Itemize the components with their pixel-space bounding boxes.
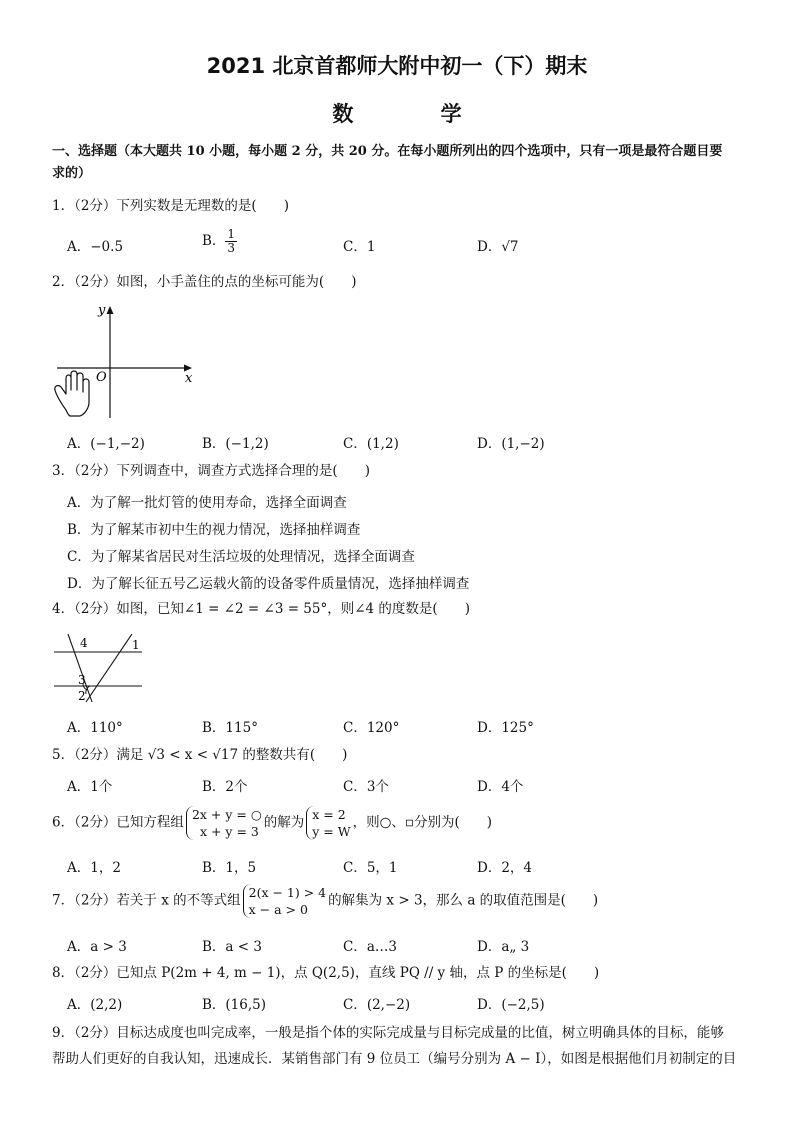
- question-6-stem: [52, 806, 757, 840]
- fraction-numerator: 1: [227, 227, 236, 241]
- question-6-stem-mid: 的解为: [263, 814, 305, 831]
- question-5-option-b: B．2个: [202, 779, 248, 795]
- origin-label: O: [96, 370, 107, 385]
- question-5-option-d: D．4个: [477, 779, 524, 795]
- question-8-option-b: B．(16,5): [202, 997, 267, 1013]
- question-9-stem: [52, 1020, 757, 1072]
- question-1-option-b-prefix: B．: [202, 233, 226, 249]
- question-7-stem-prefix: 7．（2分）若关于 x 的不等式组: [52, 892, 241, 909]
- question-5-option-c: C．3个: [343, 779, 389, 795]
- question-8-option-d: D．(−2,5): [477, 997, 545, 1013]
- solution-1: x = 2: [312, 807, 346, 822]
- question-6-stem-prefix: 6．（2分）已知方程组: [52, 814, 184, 831]
- question-6-option-b: B．1，5: [202, 860, 257, 876]
- exam-title: 2021 北京首都师大附中初一（下）期末: [206, 54, 588, 78]
- question-2-option-c: C．(1,2): [343, 436, 399, 452]
- question-1-stem: 1．（2分）下列实数是无理数的是( ): [52, 198, 289, 214]
- question-2-option-a: A．(−1,−2): [67, 436, 145, 452]
- angle-label-2: 2: [78, 689, 86, 703]
- question-8-option-a: A．(2,2): [67, 997, 123, 1013]
- fraction-denominator: 3: [227, 241, 236, 255]
- question-1-option-a: A．−0.5: [67, 239, 124, 255]
- question-7-option-b: B．a < 3: [202, 939, 262, 955]
- question-4-option-c: C．120°: [343, 720, 400, 736]
- question-8-stem: 8．（2分）已知点 P(2m + 4, m − 1)，点 Q(2,5)，直线 PQ // y 轴，点 P 的坐标是( ): [52, 965, 600, 981]
- question-3-stem: 3．（2分）下列调查中，调查方式选择合理的是( ): [52, 463, 370, 479]
- question-6-stem-suffix: ，则○、▫分别为( ): [352, 814, 493, 831]
- y-axis-arrow: [107, 306, 114, 314]
- x-axis-label: x: [185, 371, 193, 386]
- exam-subject: 数 学: [332, 102, 502, 126]
- question-3-option-b: B．为了解某市初中生的视力情况，选择抽样调查: [67, 522, 361, 538]
- section-heading-line1: 一、选择题（本大题共 10 小题，每小题 2 分，共 20 分。在每小题所列出的四个选项中，只有一项是最符合题目要: [52, 144, 723, 159]
- inequality-system: [243, 884, 327, 918]
- section-heading-line2: 求的）: [52, 166, 92, 181]
- coordinate-figure: [52, 298, 202, 423]
- question-4-stem: 4．（2分）如图，已知∠1 = ∠2 = ∠3 = 55°，则∠4 的度数是( ): [52, 601, 470, 617]
- question-8-option-c: C．(2,−2): [343, 997, 411, 1013]
- question-3-option-c: C．为了解某省居民对生活垃圾的处理情况，选择全面调查: [67, 549, 415, 565]
- solution-system: [306, 806, 350, 840]
- question-2-option-d: D．(1,−2): [477, 436, 545, 452]
- inequality-1: 2(x − 1) > 4: [248, 885, 327, 900]
- question-7-stem-suffix: 的解集为 x > 3，那么 a 的取值范围是( ): [328, 892, 599, 909]
- question-7-stem: [52, 884, 757, 918]
- angle-label-3: 3: [78, 673, 86, 687]
- angle-label-4: 4: [80, 636, 88, 650]
- inequality-2: x − a > 0: [248, 902, 308, 917]
- angle-label-1: 1: [132, 638, 140, 652]
- question-1-option-c: C．1: [343, 239, 376, 255]
- question-3-option-d: D．为了解长征五号乙运载火箭的设备零件质量情况，选择抽样调查: [67, 576, 470, 592]
- transversal-right: [86, 634, 132, 702]
- equation-1: 2x + y = ○: [191, 807, 262, 822]
- question-4-option-a: A．110°: [67, 720, 123, 736]
- y-axis-label: y: [98, 303, 106, 318]
- question-9-line2: 帮助人们更好的自我认知，迅速成长．某销售部门有 9 位员工（编号分别为 A − I），如图是根据他们月初制定的目: [52, 1051, 737, 1067]
- question-1-option-b-fraction: [225, 228, 237, 255]
- question-4-option-b: B．115°: [202, 720, 258, 736]
- question-3-option-a: A．为了解一批灯管的使用寿命，选择全面调查: [67, 495, 347, 511]
- question-1-option-d: D．√7: [477, 239, 519, 255]
- question-5-stem: 5．（2分）满足 √3 < x < √17 的整数共有( ): [52, 747, 348, 763]
- equation-system: [186, 806, 262, 840]
- question-6-option-d: D．2，4: [477, 860, 533, 876]
- question-7-option-d: D．a„ 3: [477, 939, 530, 955]
- question-9-line1: 9．（2分）目标达成度也叫完成率，一般是指个体的实际完成量与目标完成量的比值，树立明确具体的目标，能够: [52, 1025, 724, 1041]
- question-5-option-a: A．1个: [67, 779, 113, 795]
- section-heading: [52, 141, 752, 185]
- question-7-option-c: C．a…3: [343, 939, 397, 955]
- hand-icon: [55, 371, 89, 416]
- question-4-option-d: D．125°: [477, 720, 534, 736]
- question-6-option-c: C．5，1: [343, 860, 398, 876]
- question-2-stem: 2．（2分）如图，小手盖住的点的坐标可能为( ): [52, 274, 357, 290]
- solution-2: y = W: [312, 824, 351, 839]
- angle-figure: [52, 628, 162, 708]
- question-7-option-a: A．a > 3: [67, 939, 127, 955]
- question-1-option-b: [202, 228, 237, 255]
- question-6-option-a: A．1，2: [67, 860, 121, 876]
- equation-2: x + y = 3: [199, 824, 259, 839]
- question-2-option-b: B．(−1,2): [202, 436, 269, 452]
